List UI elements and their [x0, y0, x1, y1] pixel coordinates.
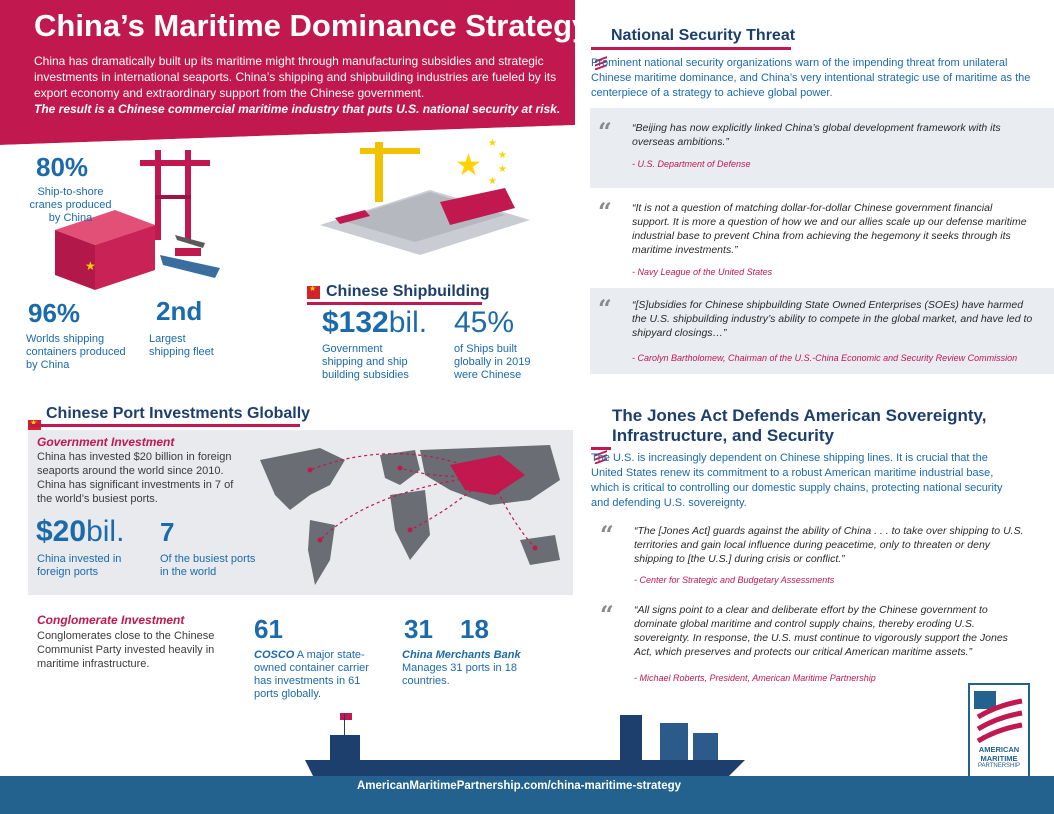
jones-quote-1-source: - Center for Strategic and Budgetary Assessments [634, 575, 835, 585]
conglomerate-heading: Conglomerate Investment [37, 613, 185, 627]
header-intro-text: China has dramatically built up its maritime might through manufacturing subsidies and strategic investments in international seaports. China’s shipping and shipbuilding industries are fueled by its export economy and extraordinary support from the Chinese government. [34, 54, 557, 100]
conglomerate-text: Conglomerates close to the Chinese Communist Party invested heavily in maritime infrastructure. [37, 630, 215, 670]
logo-line3: PARTNERSHIP [977, 763, 1021, 769]
shipyard-crane-icon [360, 142, 420, 202]
invested-stat-value [36, 515, 124, 549]
svg-text:★: ★ [488, 176, 497, 187]
us-flag-icon [340, 713, 352, 720]
china-flag-icon [307, 286, 320, 299]
merchants-label: Manages 31 ports in 18 countries. [402, 662, 517, 687]
svg-text:★: ★ [488, 138, 497, 149]
ports-rule [28, 424, 300, 427]
security-quote-3-source: - Carolyn Bartholomew, Chairman of the U.S.-China Economic and Security Review Commission [632, 353, 1018, 363]
page-title: China’s Maritime Dominance Strategy [34, 8, 590, 43]
ships-stat-value [454, 306, 514, 340]
subsidies-unit: bil. [388, 306, 428, 339]
merchants-name: China Merchants Bank [402, 649, 521, 661]
flag-logo-icon [970, 687, 1028, 745]
jones-quote-2-source: - Michael Roberts, President, American Maritime Partnership [634, 673, 876, 683]
svg-text:★: ★ [455, 149, 482, 182]
security-quote-1-source: - U.S. Department of Defense [632, 159, 751, 169]
cranes-stat-label: Ship-to-shore cranes produced by China [29, 186, 112, 224]
invested-unit: bil. [86, 515, 125, 548]
cosco-label: A major state-owned container carrier has investments in 61 ports globally. [254, 649, 369, 700]
jones-quote-2: “All signs point to a clear and deliberate effort by the Chinese government to dominate global maritime and control supply chains, thereby eroding U.S. sovereignty. In response, the U.S. must continue to vigorously support the Jones Act, which preserves and protects our critical American maritime assets.” [634, 604, 1008, 658]
jones-title-line1: The Jones Act Defends American Sovereignty, [612, 406, 987, 425]
cargo-ship-illustration [305, 705, 765, 780]
gov-investment-heading: Government Investment [37, 435, 175, 449]
busiest-stat-label: Of the busiest ports in the world [160, 553, 256, 578]
ship-icon [160, 235, 220, 278]
ships-stat-label: of Ships built globally in 2019 were Chinese [454, 343, 531, 381]
containers-stat-value: 96% [28, 298, 81, 328]
header-intro-emphasis: The result is a Chinese commercial maritime industry that puts U.S. national security at risk. [34, 102, 561, 116]
jones-quote-1: “The [Jones Act] guards against the ability of China . . . to take over shipping to U.S. territories and gain local influence during peacetime, only to threaten or deny shipping to [the U.S.] during crisis or conflict.” [634, 525, 1024, 565]
security-quote-3: “[S]ubsidies for Chinese shipbuilding State Owned Enterprises (SOEs) have harmed the U.S. shipbuilding industry’s ability to compete in the global market, and have led to shipyard closings…” [632, 299, 1033, 339]
cranes-stat-value: 80% [36, 152, 89, 182]
subsidies-stat-value [322, 306, 427, 340]
subsidies-stat-label: Government shipping and ship building subsidies [322, 343, 409, 381]
merchants-ports-value: 31 [404, 614, 433, 644]
shipbuilding-rule [307, 302, 482, 305]
security-intro: Prominent national security organizations warn of the impending threat from unilateral Chinese maritime dominance, and China’s very intentional strategic use of maritime as the centerpiece of a strategy to achieve global power. [591, 57, 1031, 99]
china-flag-icon [455, 138, 507, 187]
security-rule [591, 47, 791, 50]
footer-url-link[interactable]: AmericanMaritimePartnership.com/china-maritime-strategy [357, 780, 682, 792]
jones-title-line2: Infrastructure, and Security [612, 426, 835, 445]
header-intro [34, 53, 564, 117]
fleet-stat-label: Largest shipping fleet [149, 333, 214, 358]
shipbuilding-title: Chinese Shipbuilding [326, 283, 490, 300]
quote-icon: “ [600, 600, 614, 629]
svg-text:★: ★ [85, 259, 96, 273]
quote-icon: “ [598, 294, 612, 323]
quote-icon: “ [598, 117, 612, 146]
invested-value: $20 [36, 515, 87, 548]
svg-text:★: ★ [498, 164, 507, 175]
security-quote-2: “It is not a question of matching dollar-for-dollar Chinese government financial support. It is more a question of how we and our allies scale up our defense maritime industrial base to prevent China from achieving the hegemony it seeks through its maritime investments.” [632, 202, 1027, 256]
jones-intro: The U.S. is increasingly dependent on Chinese shipping lines. It is crucial that the United States renew its commitment to a robust American maritime industrial base, which is critical to controlling our domestic supply chains, protecting national security and defending U.S. sovereignty. [591, 452, 1003, 509]
shipyard-illustration [320, 130, 530, 260]
merchants-stat-label [402, 649, 522, 688]
cosco-stat-label [254, 649, 379, 701]
ports-title: Chinese Port Investments Globally [46, 405, 311, 422]
svg-text:★: ★ [498, 150, 507, 161]
cosco-name: COSCO [254, 649, 295, 661]
fleet-stat-value: 2nd [156, 296, 203, 326]
merchants-countries-value: 18 [460, 614, 489, 644]
busiest-stat-value: 7 [160, 517, 175, 547]
quote-icon: “ [598, 197, 612, 226]
subsidies-value: $132 [322, 306, 389, 339]
logo-line1: AMERICAN [978, 745, 1020, 754]
quote-icon: “ [600, 520, 614, 549]
logo-line2: MARITIME [980, 754, 1018, 763]
gov-investment-text: China has invested $20 billion in foreign seaports around the world since 2010. China has significant investments in 7 of the world’s busiest ports. [37, 451, 234, 505]
invested-stat-label: China invested in foreign ports [37, 553, 122, 578]
security-quote-1: “Beijing has now explicitly linked China’s global development framework with its overseas ambitions.” [632, 122, 1001, 148]
cosco-stat-value: 61 [254, 614, 283, 644]
world-map [250, 440, 570, 590]
jones-rule [591, 447, 611, 450]
containers-stat-label: Worlds shipping containers produced by China [26, 333, 126, 371]
security-title: National Security Threat [611, 27, 796, 44]
security-quote-2-source: - Navy League of the United States [632, 267, 773, 277]
ships-value: 45% [454, 306, 515, 339]
